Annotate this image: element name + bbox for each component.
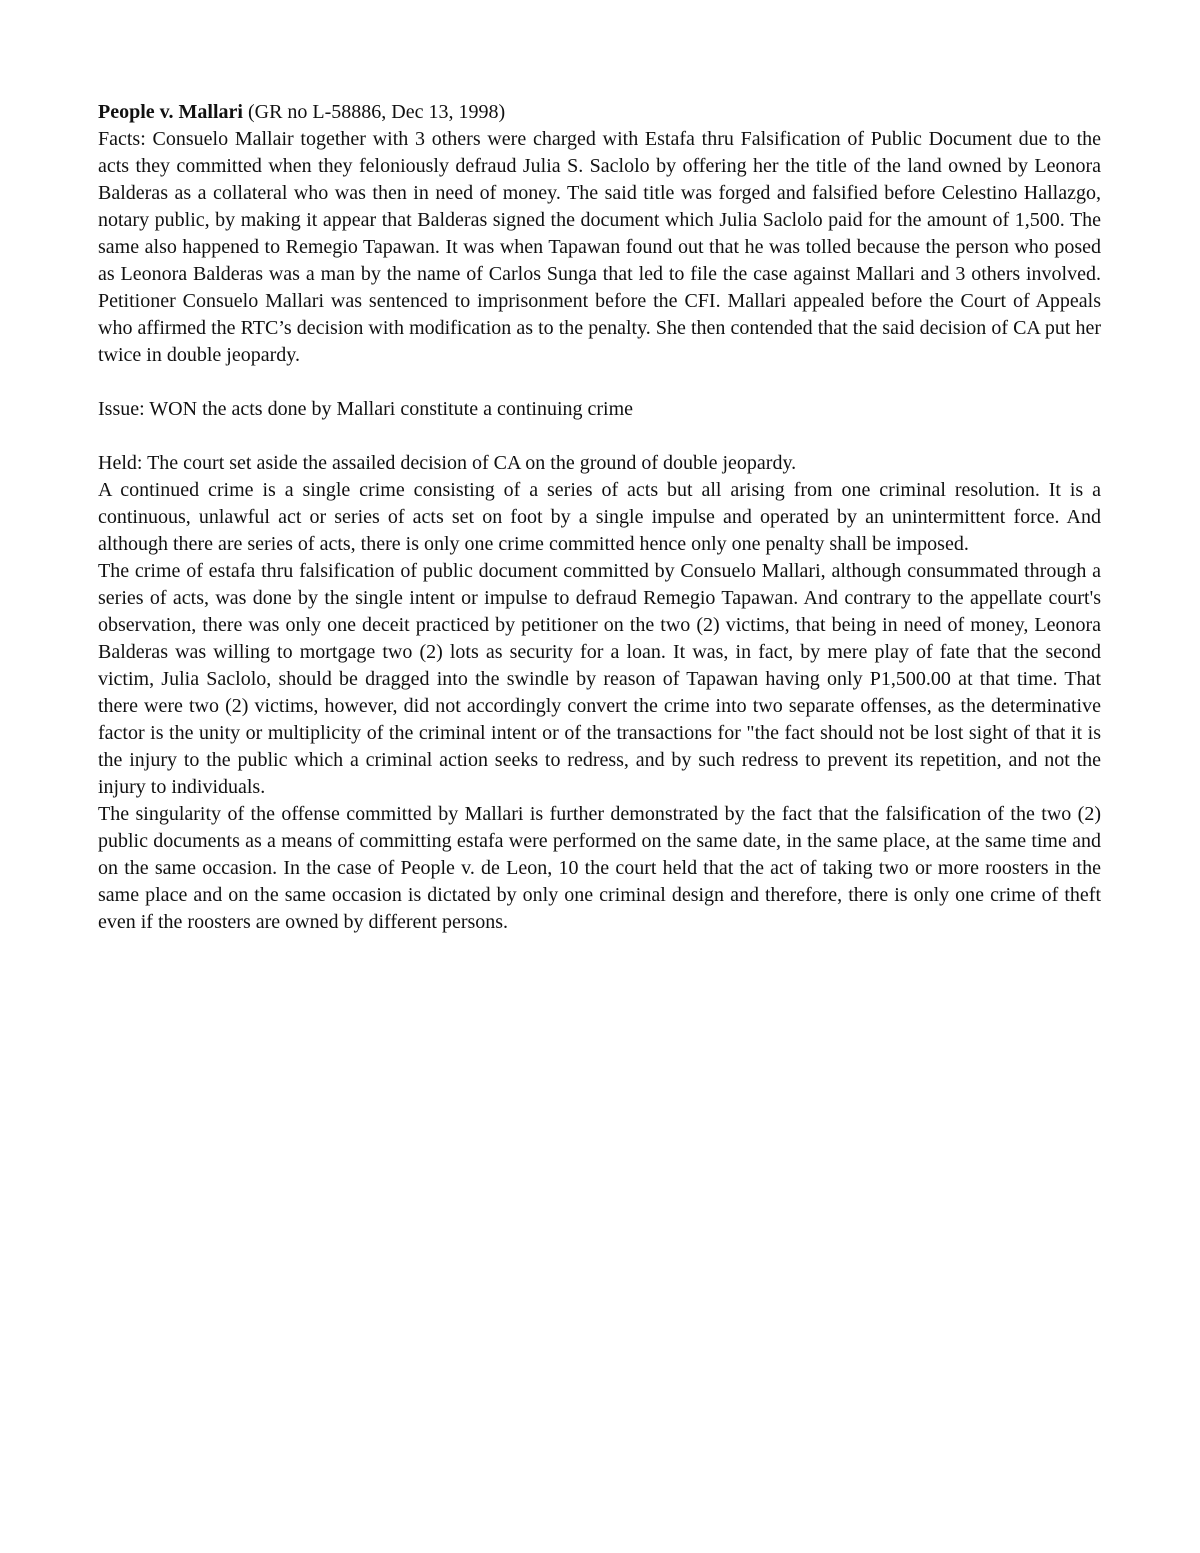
facts-paragraph: Facts: Consuelo Mallair together with 3 others were charged with Estafa thru Falsification of Public Document due to the acts they committed when they feloniously defraud Julia S. Saclolo by offering her the title of the land owned by Leonora Balderas as a collateral who was then in need of money. The said title was forged and falsified before Celestino Hallazgo, notary public, by making it appear that Balderas signed the document which Julia Saclolo paid for the amount of 1,500. The same also happened to Remegio Tapawan. It was when Tapawan found out that he was tolled because the person who posed as Leonora Balderas was a man by the name of Carlos Sunga that led to file the case against Mallari and 3 others involved. Petitioner Consuelo Mallari was sentenced to imprisonment before the CFI. Mallari appealed before the Court of Appeals who affirmed the RTC’s decision with modification as to the penalty. She then contended that the said decision of CA put her twice in double jeopardy. [98,128,1101,366]
case-heading [98,99,1101,126]
singularity-paragraph: The singularity of the offense committed by Mallari is further demonstrated by the fact that the falsification of the two (2) public documents as a means of committing estafa were performed on the same date, in the same place, at the same time and on the same occasion. In the case of People v. de Leon, 10 the court held that the act of taking two or more roosters in the same place and on the same occasion is dictated by only one criminal design and therefore, there is only one crime of theft even if the roosters are owned by different persons. [98,803,1101,933]
case-citation: (GR no L-58886, Dec 13, 1998) [242,101,506,123]
spacer [98,423,1101,450]
document-page [98,99,1101,936]
spacer [98,369,1101,396]
estafa-paragraph: The crime of estafa thru falsification of public document committed by Consuelo Mallari, although consummated through a series of acts, was done by the single intent or impulse to defraud Remegio Tapawan. And contrary to the appellate court's observation, there was only one deceit practiced by petitioner on the two (2) victims, that being in need of money, Leonora Balderas was willing to mortgage two (2) lots as security for a loan. It was, in fact, by mere play of fate that the second victim, Julia Saclolo, should be dragged into the swindle by reason of Tapawan having only P1,500.00 at that time. That there were two (2) victims, however, did not accordingly convert the crime into two separate offenses, as the determinative factor is the unity or multiplicity of the criminal intent or of the transactions for "the fact should not be lost sight of that it is the injury to the public which a criminal action seeks to redress, and by such redress to prevent its repetition, and not the injury to individuals. [98,560,1101,798]
case-name: People v. Mallari [98,101,243,123]
issue-paragraph: Issue: WON the acts done by Mallari constitute a continuing crime [98,398,634,420]
continued-crime-paragraph: A continued crime is a single crime consisting of a series of acts but all arising from one criminal resolution. It is a continuous, unlawful act or series of acts set on foot by a single impulse and operated by an unintermittent force. And although there are series of acts, there is only one crime committed hence only one penalty shall be imposed. [98,479,1101,555]
held-paragraph: Held: The court set aside the assailed decision of CA on the ground of double jeopardy. [98,452,797,474]
